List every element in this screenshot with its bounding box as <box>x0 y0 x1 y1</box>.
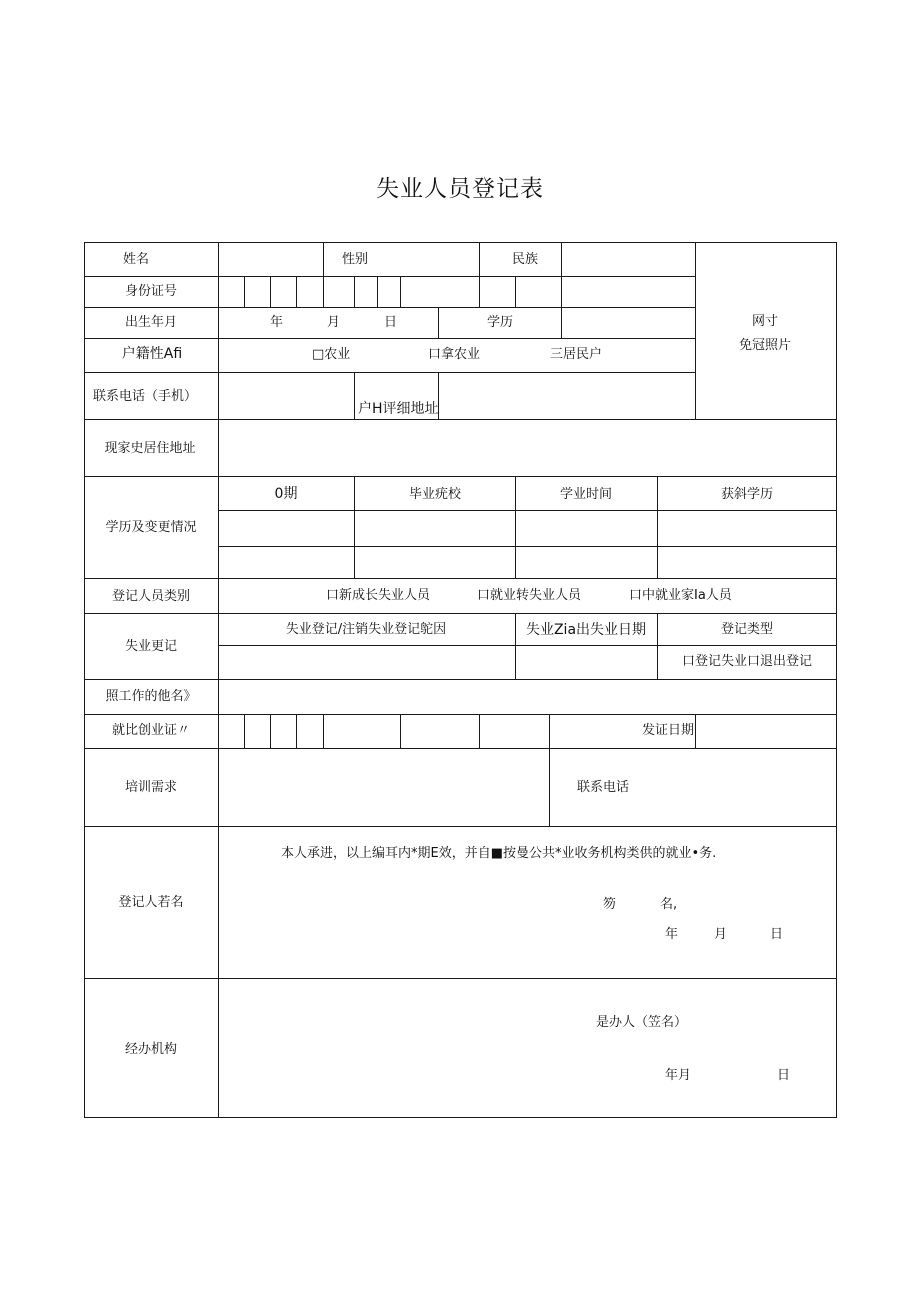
table-line <box>84 307 695 308</box>
table-line <box>323 242 324 276</box>
table-line <box>84 1117 837 1118</box>
table-line <box>84 748 837 749</box>
photo-line-1: 网寸 <box>751 314 779 329</box>
table-line <box>218 242 219 1118</box>
table-line <box>657 613 658 679</box>
table-line <box>84 419 837 420</box>
education-label: 学历 <box>487 315 514 330</box>
birth-day-unit: 日 <box>384 315 398 330</box>
table-line <box>323 714 324 748</box>
table-line <box>270 714 271 748</box>
birth-date-label: 出生年月 <box>124 315 178 330</box>
table-line <box>84 826 837 827</box>
table-line <box>296 276 297 307</box>
table-line <box>244 714 245 748</box>
table-line <box>479 276 480 307</box>
current-address-label: 现家史居住地址 <box>104 441 196 456</box>
edu-col-school: 毕业疣校 <box>408 487 462 502</box>
table-line <box>479 714 480 748</box>
table-line <box>354 372 355 419</box>
table-line <box>84 372 695 373</box>
table-line <box>515 276 516 307</box>
edu-col-duration: 学业时间 <box>559 487 613 502</box>
hukou-type-label: 户籍性Afi <box>121 346 183 362</box>
id-number-label: 身份证号 <box>124 284 178 299</box>
table-line <box>354 276 355 307</box>
birth-month-unit: 月 <box>327 315 341 330</box>
table-line <box>84 338 695 339</box>
table-line <box>561 307 562 338</box>
category-option-reemploy[interactable]: 口中就业家Ia人员 <box>629 588 732 603</box>
other-work-label: 照工作的他名》 <box>105 689 197 704</box>
table-line <box>657 476 658 578</box>
table-line <box>561 276 562 307</box>
table-line <box>218 546 837 547</box>
category-option-new[interactable]: 口新成长失业人员 <box>326 588 431 603</box>
unemployment-registration-label: 失业更记 <box>124 639 178 654</box>
contact-phone-label: 联系电话 <box>577 780 630 795</box>
signature-day: 日 <box>770 927 784 942</box>
agency-year-month: 年月 <box>665 1068 692 1083</box>
signature-month: 月 <box>714 927 728 942</box>
unemp-col-date: 失业Zia出失业日期 <box>525 622 647 638</box>
employment-cert-label: 就比创业证〃 <box>111 723 191 738</box>
table-line <box>438 307 439 338</box>
registrant-signature-label: 登记人若名 <box>118 895 184 910</box>
table-line <box>549 714 550 748</box>
name-label: 姓名 <box>122 252 150 267</box>
table-line <box>84 679 837 680</box>
table-line <box>515 613 516 679</box>
edu-col-date: 0期 <box>274 486 298 502</box>
education-history-label: 学历及变更情况 <box>105 520 197 535</box>
agency-day: 日 <box>777 1068 791 1083</box>
unemp-col-reason: 失业登记/注销失业登记鸵因 <box>285 622 447 637</box>
handler-signature: 是办人（笠名） <box>596 1015 688 1030</box>
table-line <box>84 476 837 477</box>
table-line <box>479 242 480 276</box>
photo-line-2: 免冠照片 <box>738 338 792 353</box>
edu-col-degree: 获斜学历 <box>720 487 774 502</box>
table-line <box>84 978 837 979</box>
issue-date-label: 发证日期 <box>642 723 695 738</box>
table-line <box>218 510 837 511</box>
training-needs-label: 培训需求 <box>124 780 178 795</box>
hukou-address-label: 户H评细地址 <box>358 401 439 417</box>
table-line <box>836 242 837 1118</box>
table-line <box>695 714 696 748</box>
table-line <box>218 645 837 646</box>
unemp-col-type: 登记类型 <box>720 622 774 637</box>
agency-label: 经办机构 <box>124 1042 178 1057</box>
table-line <box>244 276 245 307</box>
category-option-transfer[interactable]: 口就业转失业人员 <box>477 588 582 603</box>
hukou-option-nonagricultural[interactable]: 口拿农业 <box>428 347 481 362</box>
table-line <box>549 748 550 826</box>
mobile-phone-label: 联系电话（手机） <box>92 389 198 404</box>
signature-sig: 笏 <box>603 897 617 912</box>
hukou-option-resident[interactable]: 三居民户 <box>550 347 603 362</box>
table-line <box>400 276 401 307</box>
table-line <box>515 476 516 578</box>
signature-year: 年 <box>665 927 679 942</box>
unemp-type-options[interactable]: 口登记失业口退出登记 <box>681 654 813 669</box>
table-line <box>400 714 401 748</box>
page-title: 失业人员登记表 <box>376 176 544 202</box>
table-line <box>84 242 837 243</box>
table-line <box>695 242 696 419</box>
table-line <box>323 276 324 307</box>
pledge-text: 本人承进，以上编耳内*期E效，并自■按曼公共*业收务机构类供的就业•务. <box>281 846 717 861</box>
gender-label: 性别 <box>342 252 369 267</box>
table-line <box>84 613 837 614</box>
table-line <box>296 714 297 748</box>
table-line <box>377 276 378 307</box>
hukou-option-agricultural[interactable]: □农业 <box>312 347 351 362</box>
registrant-category-label: 登记人员类别 <box>111 589 191 604</box>
table-line <box>270 276 271 307</box>
table-line <box>84 578 837 579</box>
birth-year-unit: 年 <box>270 315 284 330</box>
table-line <box>84 714 837 715</box>
table-line <box>84 242 85 1118</box>
ethnicity-label: 民族 <box>512 252 539 267</box>
table-line <box>561 242 562 276</box>
table-line <box>84 276 695 277</box>
table-line <box>354 476 355 578</box>
signature-name: 名, <box>660 897 678 912</box>
